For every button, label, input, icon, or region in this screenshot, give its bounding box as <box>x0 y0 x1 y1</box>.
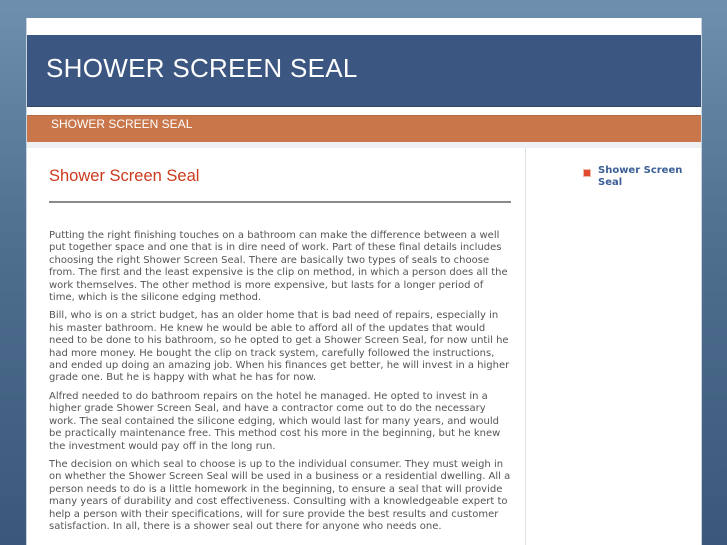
site-header <box>27 35 701 107</box>
title-divider <box>49 201 511 203</box>
article-paragraph-4: The decision on which seal to choose is up to the individual consumer. They must weigh in on whether the Shower Screen Seal will be used in a business or a residential dwelling. All a person needs to do is a little homework in the beginning, to ensure a seal that will provide many years of durability and cost effectiveness. Consulting with a knowledgeable expert to help a person with their specifications, will for sure provide the best results and customer satisfaction. In all, there is a shower seal out there for anyone who needs one. <box>49 458 511 532</box>
article-body <box>49 230 512 539</box>
article-paragraph-3: Alfred needed to do bathroom repairs on the hotel he managed. He opted to invest in a higher grade Shower Screen Seal, and have a contractor come out to do the necessary work. The seal contained the silicone edging, which would last for many years, and would be practically maintenance free. This method cost his more in the beginning, but he knew the investment would pay off in the long run. <box>49 390 501 452</box>
main-content <box>27 148 526 545</box>
top-nav-bar <box>27 115 701 143</box>
sidebar-item-shower-screen-seal[interactable] <box>583 165 683 190</box>
sidebar-item-label[interactable]: Shower Screen Seal <box>598 165 683 189</box>
article-paragraph-1: Putting the right finishing touches on a bathroom can make the difference between a well put together space and one that is in dire need of work. Part of these final details includes choosing the right Shower Screen Seal. There are basically two types of seals to choose from. The first and the least expensive is the clip on method, in which a person does all the work themselves. The other method is more expensive, but lasts for a longer period of time, which is the silicone edging method. <box>49 230 508 304</box>
sidebar <box>528 148 701 545</box>
article-paragraph-2: Bill, who is on a strict budget, has an older home that is bad need of repairs, especially in his master bathroom. He knew he would be able to afford all of the updates that would need to be done to his bathroom, so he opted to get a Shower Screen Seal, for now until he had more money. He bought the clip on track system, carefully followed the instructions, and ended up doing an amazing job. When his finances get better, he will invest in a higher grade one. But he is happy with what he has for now. <box>49 310 510 384</box>
page-container <box>26 18 702 545</box>
page-title: Shower Screen Seal <box>49 167 200 185</box>
square-bullet-icon <box>583 169 591 177</box>
site-title[interactable]: SHOWER SCREEN SEAL <box>46 53 358 83</box>
nav-link-shower-screen-seal[interactable]: SHOWER SCREEN SEAL <box>51 117 193 131</box>
